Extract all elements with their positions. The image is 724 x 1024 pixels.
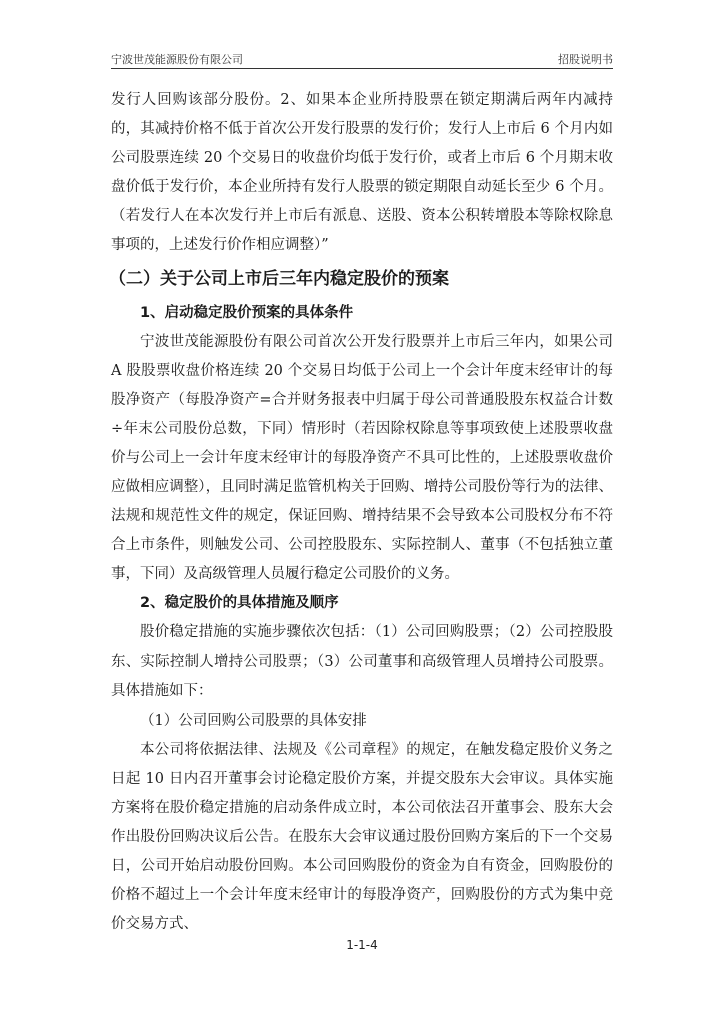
page-number: 1-1-4 <box>346 938 378 952</box>
subsection-title-buyback: （1）公司回购公司股票的具体安排 <box>140 712 367 729</box>
page-header <box>111 48 613 69</box>
paragraph-trigger-conditions: 宁波世茂能源股份有限公司首次公开发行股票并上市后三年内，如果公司 A 股股票收盘价格连续 20 个交易日均低于公司上一个会计年度末经审计的每股净资产（每股净资产=合并财务报表中归属于母公司普通股股东权益合计数÷年末公司股份总数，下同）情形时（若因除权除息等事项致使上述股票收盘价与公司上一会计年度末经审计的每股净资产不具可比性的，上述股票收盘价应做相应调整），且同时满足监管机构关于回购、增持公司股份等行为的法律、法规和规范性文件的规定，保证回购、增持结果不会导致本公司股权分布不符合上市条件，则触发公司、公司控股股东、实际控制人、董事（不包括独立董事，下同）及高级管理人员履行稳定公司股价的义务。 <box>111 333 613 583</box>
header-company-name: 宁波世茂能源股份有限公司 <box>111 53 243 66</box>
subsection-title-measures: 2、稳定股价的具体措施及顺序 <box>140 595 339 612</box>
header-document-type: 招股说明书 <box>558 53 613 66</box>
section-title: （二）关于公司上市后三年内稳定股价的预案 <box>109 268 449 289</box>
paragraph-lockup-commitment: 发行人回购该部分股份。2、如果本企业所持股票在锁定期满后两年内减持的，其减持价格不低于首次公开发行股票的发行价；发行人上市后 6 个月内如公司股票连续 20 个交易日的收盘价均低于发行价，或者上市后 6 个月期末收盘价低于发行价，本企业所持有发行人股票的锁定期限自动延长至少 6 个月。（若发行人在本次发行并上市后有派息、送股、资本公积转增股本等除权除息事项的，上述发行价作相应调整）” <box>111 92 613 254</box>
paragraph-buyback: 本公司将依据法律、法规及《公司章程》的规定，在触发稳定股价义务之日起 10 日内召开董事会讨论稳定股价方案，并提交股东大会审议。具体实施方案将在股价稳定措施的启动条件成立时，本公司依法召开董事会、股东大会作出股份回购决议后公告。在股东大会审议通过股份回购方案后的下一个交易日，公司开始启动股份回购。本公司回购股份的资金为自有资金，回购股份的价格不超过上一个会计年度末经审计的每股净资产，回购股份的方式为集中竞价交易方式、 <box>111 741 613 933</box>
paragraph-measures: 股价稳定措施的实施步骤依次包括：（1）公司回购股票；（2）公司控股股东、实际控制人增持公司股票；（3）公司董事和高级管理人员增持公司股票。具体措施如下： <box>111 624 613 699</box>
page-body <box>111 86 613 939</box>
subsection-title-trigger-conditions: 1、启动稳定股价预案的具体条件 <box>140 304 354 321</box>
